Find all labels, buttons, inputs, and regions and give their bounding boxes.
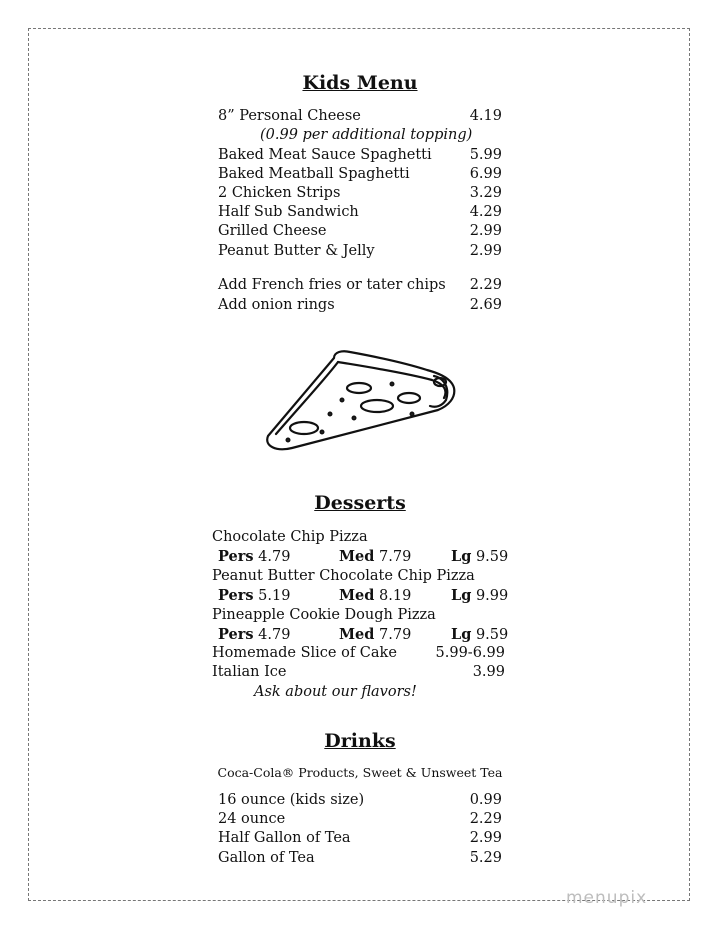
menu-item-price: 6.99 <box>469 166 502 182</box>
size-label: Lg <box>451 587 472 604</box>
drink-name: Gallon of Tea <box>218 850 315 866</box>
size-price-med <box>339 586 411 606</box>
dessert-name: Homemade Slice of Cake <box>212 645 397 661</box>
drink-price: 0.99 <box>469 792 502 808</box>
size-label: Med <box>339 587 375 604</box>
drink-name: Half Gallon of Tea <box>218 830 351 846</box>
menu-item-price: 5.99 <box>469 147 502 163</box>
desserts-title: Desserts <box>314 492 406 514</box>
menu-item-name: Grilled Cheese <box>218 223 327 239</box>
size-price: 9.99 <box>475 588 509 604</box>
size-price: 7.79 <box>379 627 412 643</box>
size-price-lg <box>451 586 508 606</box>
size-price-lg <box>451 547 508 567</box>
drink-name: 16 ounce (kids size) <box>218 792 365 808</box>
dessert-name: Italian Ice <box>212 664 287 680</box>
size-label: Pers <box>218 548 254 565</box>
size-price: 8.19 <box>379 588 412 604</box>
size-label: Med <box>339 548 375 565</box>
dessert-price: 3.99 <box>472 664 505 680</box>
menu-item-name: Half Sub Sandwich <box>218 204 359 220</box>
addon-name: Add French fries or tater chips <box>218 277 446 293</box>
size-price-pers <box>218 625 290 645</box>
menu-item-price: 2.99 <box>469 243 502 259</box>
addon-price: 2.69 <box>469 297 502 313</box>
drink-price: 2.29 <box>469 811 502 827</box>
menu-item-price: 4.19 <box>469 108 502 124</box>
size-price: 9.59 <box>475 549 509 565</box>
size-label: Lg <box>451 626 472 643</box>
menu-item-price: 4.29 <box>469 204 502 220</box>
addon-price: 2.29 <box>469 277 502 293</box>
dessert-pizza-name: Peanut Butter Chocolate Chip Pizza <box>212 568 475 584</box>
size-label: Med <box>339 626 375 643</box>
drink-name: 24 ounce <box>218 811 286 827</box>
size-label: Pers <box>218 626 254 643</box>
addon-name: Add onion rings <box>218 297 335 313</box>
dessert-pizza-name: Chocolate Chip Pizza <box>212 529 368 545</box>
drink-price: 2.99 <box>469 830 502 846</box>
menu-item-name: Baked Meat Sauce Spaghetti <box>218 147 432 163</box>
dessert-price: 5.99-6.99 <box>435 645 505 661</box>
flavors-note: Ask about our flavors! <box>254 684 417 700</box>
menu-item-name: 2 Chicken Strips <box>218 185 341 201</box>
menu-item-price: 3.29 <box>469 185 502 201</box>
size-label: Lg <box>451 548 472 565</box>
size-price: 9.59 <box>475 627 509 643</box>
size-price-med <box>339 625 411 645</box>
menupix-watermark: menupix <box>566 888 648 908</box>
drinks-title: Drinks <box>324 730 396 752</box>
menu-item-name: 8” Personal Cheese <box>218 108 361 124</box>
drinks-subtitle: Coca-Cola® Products, Sweet & Unsweet Tea <box>217 765 503 780</box>
menu-item-price: 2.99 <box>469 223 502 239</box>
kids-menu-title: Kids Menu <box>302 72 418 94</box>
menu-item-name: Baked Meatball Spaghetti <box>218 166 410 182</box>
size-price-med <box>339 547 411 567</box>
size-label: Pers <box>218 587 254 604</box>
size-price-pers <box>218 547 290 567</box>
size-price: 5.19 <box>258 588 291 604</box>
size-price: 7.79 <box>379 549 412 565</box>
size-price: 4.79 <box>258 627 291 643</box>
pizza-slice-icon <box>262 348 462 454</box>
size-price-lg <box>451 625 508 645</box>
dessert-pizza-name: Pineapple Cookie Dough Pizza <box>212 607 436 623</box>
topping-note: (0.99 per additional topping) <box>260 127 473 143</box>
size-price: 4.79 <box>258 549 291 565</box>
drink-price: 5.29 <box>469 850 502 866</box>
menu-item-name: Peanut Butter & Jelly <box>218 243 375 259</box>
size-price-pers <box>218 586 290 606</box>
